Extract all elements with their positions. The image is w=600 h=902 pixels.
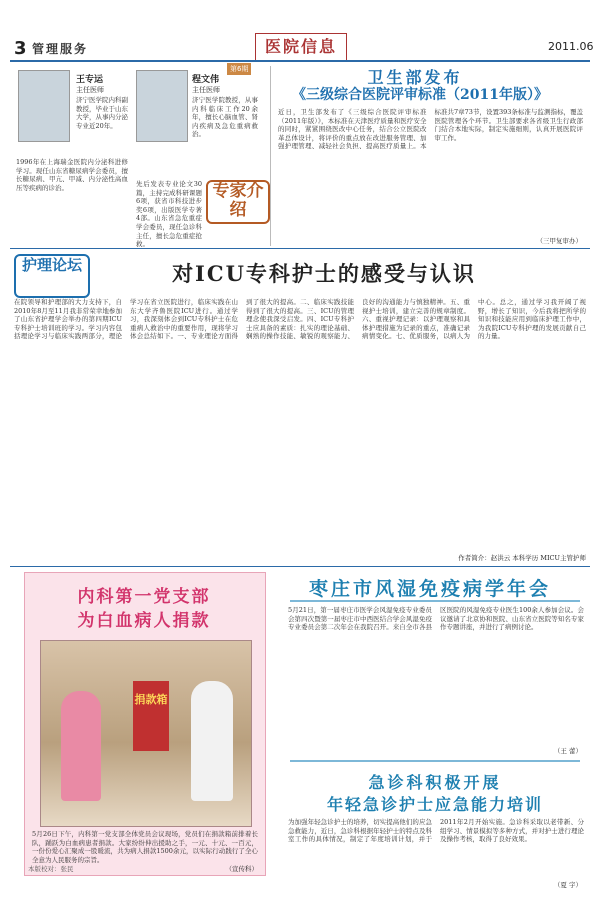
section-rule bbox=[10, 248, 590, 249]
issue-date: 2011.06 bbox=[548, 40, 594, 53]
wang-name: 王专运 bbox=[76, 75, 104, 85]
donation-subtitle: 为白血病人捐款 bbox=[77, 611, 211, 631]
announce-body: 近日，卫生部发布了《三级综合医院评审标准（2011年版）》，本标准在天津医疗质量和医疗安全的同时，紧紧围绕医改中心任务，结合公立医院改革总体设计，将评价的重点放在改进服务管理、加强护理管理、减轻社会负担、提高医疗质量上。本标准共7章73节，设置393条标准与监测指标，覆盖医院管理各个环节。卫生部要求各省级卫生行政部门结合本地实际，制定实施细则，认真开展医院评审工作。 bbox=[278, 108, 583, 151]
donation-box: 捐款箱 bbox=[133, 681, 169, 751]
cheng-portrait bbox=[136, 70, 188, 142]
proofreader: 本版校对：张民 bbox=[28, 865, 74, 873]
expert-intro-badge: 专家介绍 bbox=[206, 180, 270, 224]
emergency-subtitle: 年轻急诊护士应急能力培训 bbox=[326, 795, 543, 814]
person-figure bbox=[61, 691, 101, 801]
wang-title: 主任医师 bbox=[76, 86, 104, 94]
icu-headline: 对ICU专科护士的感受与认识 bbox=[172, 261, 476, 286]
section-title: 管理服务 bbox=[32, 42, 89, 56]
cheng-title: 主任医师 bbox=[192, 86, 220, 94]
cheng-bio: 济宁医学院教授，从事内科临床工作20余年，擅长心脑血管、肾内疾病及急危重病救治。 bbox=[192, 96, 258, 139]
nursing-forum-badge: 护理论坛 bbox=[14, 254, 90, 298]
announce-title: 卫生部发布 bbox=[367, 68, 463, 87]
announce-source: （三甲复审办） bbox=[536, 237, 582, 245]
header-rule bbox=[10, 60, 590, 62]
emergency-body: 为加强年轻急诊护士的培养，切实提高他们的应急急救能力，近日，急诊科根据年轻护士的特点及科室工作的具体情况，制定了年度培训计划，并于2011年2月开始实施。急诊科采取以老带新、分组学习、情景模拟等多种方式，并对护士进行理论及操作考核，取得了良好效果。 bbox=[288, 818, 584, 844]
issue-tag: 第6期 bbox=[227, 63, 251, 75]
rheum-headline: 枣庄市风湿免疫病学年会 bbox=[308, 578, 551, 600]
rheum-body: 5月21日，第一届枣庄市医学会风湿免疫专业委员会第四次暨第一届枣庄市中西医结合学会风湿免疫专业委员会第二次年会在我院召开。来自全市各县区医院的风湿免疫专业医生100余人参加会议。会议邀请了北京协和医院、山东省立医院等知名专家作专题讲座，并进行了病例讨论。 bbox=[288, 606, 584, 632]
cheng-more: 先后发表专业论文30篇，主持完成科研课题6项，获省市科技进步奖6项，出版医学专著4部。山东省急危重症学会委员，现任急诊科主任，擅长急危重症抢救。 bbox=[136, 180, 202, 248]
icu-author: 作者简介：赵洪云 本科学历 MICU主管护师 bbox=[458, 554, 586, 562]
wang-portrait bbox=[18, 70, 70, 142]
page-number: 3 bbox=[14, 38, 27, 59]
announce-subtitle: 《三级综合医院评审标准（2011年版）》 bbox=[292, 87, 548, 103]
emergency-title: 急诊科积极开展 bbox=[368, 773, 502, 792]
donation-title: 内科第一党支部 bbox=[77, 587, 211, 607]
cheng-name: 程文伟 bbox=[192, 75, 220, 85]
person-figure-doctor bbox=[191, 681, 233, 801]
donation-photo bbox=[40, 640, 252, 827]
rheum-source: （王 蕾） bbox=[553, 747, 582, 755]
emergency-source: （夏 宇） bbox=[553, 881, 582, 889]
section-rule-2 bbox=[10, 566, 590, 567]
donation-source: （宣传科） bbox=[225, 865, 258, 873]
icu-body: 在院领导和护理部的大力支持下，自2010年8月至11月我非常荣幸地参加了山东省护理学会举办的第四期ICU专科护士培训班的学习。学习内容包括理论学习与临床实践两部分，理论学习在省立医院进行，临床实践在山东大学齐鲁医院ICU进行。通过学习，我深刻体会到ICU专科护士在危重病人救治中的重要作用，现将学习体会总结如下。一、专业理论方面得到了很大的提高。二、临床实践技能得到了很大的提高。三、ICU的管理理念使我深受启发。四、ICU专科护士应具备的素质：扎实的理论基础、娴熟的操作技能、敏锐的观察能力、良好的沟通能力与慎独精神。五、重视护士培训，建立完善的规章制度。六、重视护理记录：以护理观察和具体护理措施为记录的重点，准确记录病情变化。七、优质服务，以病人为中心。总之，通过学习我开阔了视野，增长了知识，今后我将把所学的知识和技能应用到临床护理工作中，为我院ICU专科护理的发展贡献自己的力量。 bbox=[14, 298, 586, 341]
masthead-logo: 医院信息 bbox=[255, 33, 347, 61]
wang-bio: 济宁医学院内科副教授，毕业于山东大学，从事内分泌专业近20年。 bbox=[76, 96, 128, 130]
rheum-rule bbox=[290, 600, 580, 602]
emergency-rule bbox=[290, 760, 580, 762]
donation-body: 5月26日下午，内科第一党支部全体党员会议现场，党员们在捐款箱前排着长队，踊跃为白血病患者捐款。大家纷纷伸出援助之手，一元、十元、一百元，一份份爱心汇聚成一股暖流，共为病人捐款1500余元，以实际行动践行了全心全意为人民服务的宗旨。 bbox=[32, 830, 258, 864]
wang-more: 1996年在上海瑞金医院内分泌科进修学习。现任山东省糖尿病学会委员，擅长糖尿病、甲亢、甲减、内分泌性高血压等疾病的诊治。 bbox=[16, 158, 128, 192]
